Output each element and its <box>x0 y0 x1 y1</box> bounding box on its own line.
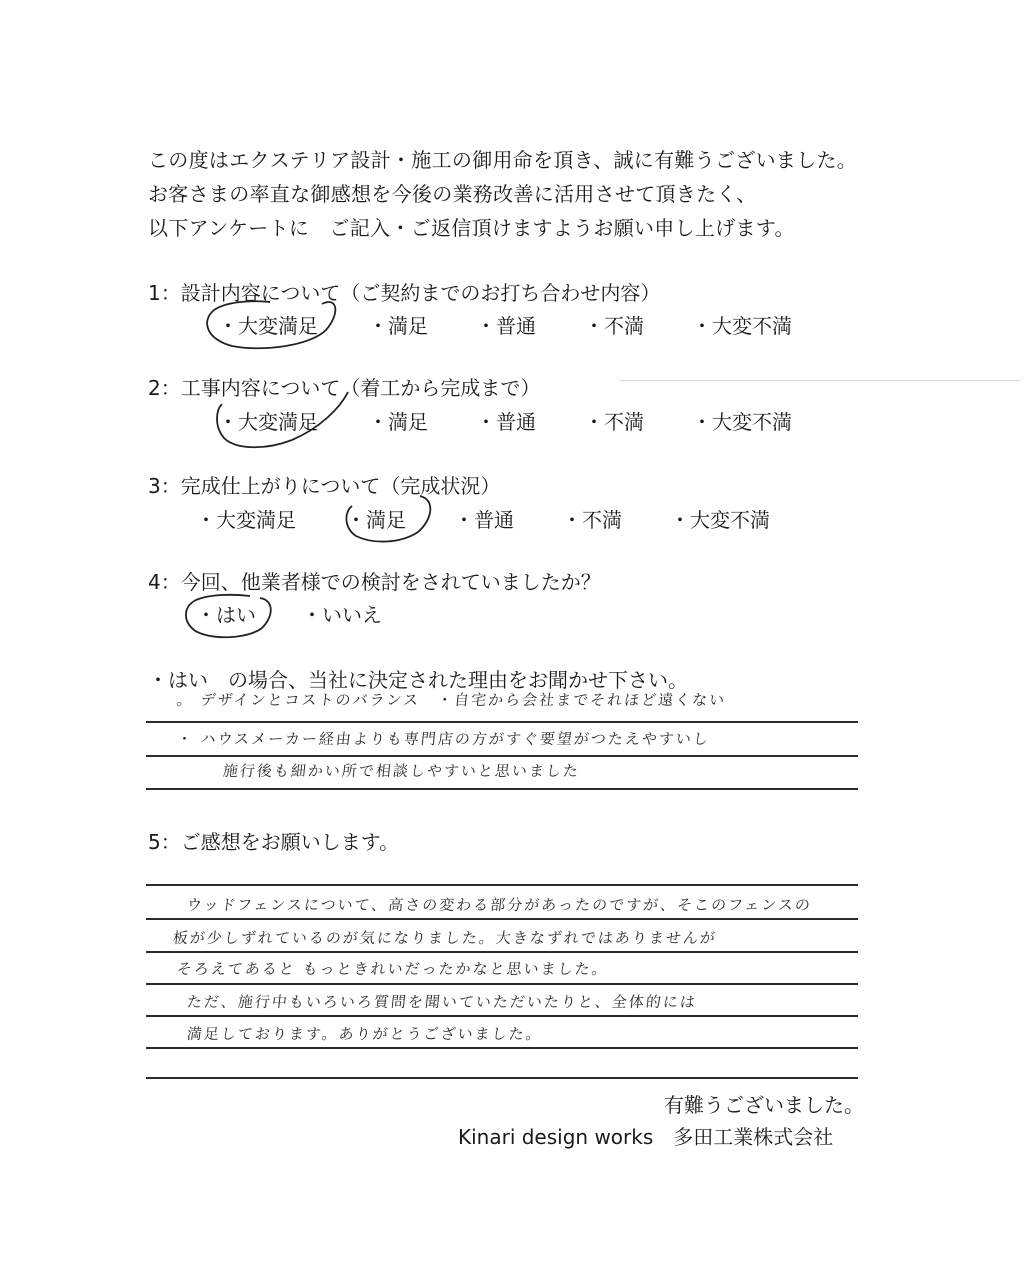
comment-rule-0 <box>146 884 858 886</box>
scan-artifact-line <box>620 380 1020 381</box>
q1-option-neutral[interactable]: ・普通 <box>476 314 536 338</box>
reason-handwritten-line-3: 施行後も細かい所で相談しやすいと思いました <box>221 762 581 780</box>
reason-handwritten-line-1: 。 デザインとコストのバランス ・自宅から会社までそれほど遠くない <box>175 691 728 709</box>
comment-rule-1 <box>146 918 858 920</box>
q1-option-very-satisfied[interactable]: ・大変満足 <box>218 314 318 338</box>
q3-option-satisfied[interactable]: ・満足 <box>346 508 406 532</box>
footer-thanks: 有難うございました。 <box>664 1093 864 1117</box>
reason-rule-3 <box>146 788 858 790</box>
q3-option-neutral[interactable]: ・普通 <box>454 508 514 532</box>
q2-option-dissatisfied[interactable]: ・不満 <box>584 410 644 434</box>
reason-label: ・はい の場合、当社に決定された理由をお聞かせ下さい。 <box>148 668 688 692</box>
q2-option-very-satisfied[interactable]: ・大変満足 <box>218 410 318 434</box>
comment-rule-3 <box>146 983 858 985</box>
comment-rule-6 <box>146 1077 858 1079</box>
q1-option-dissatisfied[interactable]: ・不満 <box>584 314 644 338</box>
question-2-label: 2：工事内容について（着工から完成まで） <box>148 376 541 400</box>
question-5-label: 5：ご感想をお願いします。 <box>148 830 400 854</box>
q2-option-very-dissatisfied[interactable]: ・大変不満 <box>692 410 792 434</box>
reason-rule-1 <box>146 721 858 723</box>
comment-handwritten-line-1: ウッドフェンスについて、高さの変わる部分があったのですが、そこのフェンスの <box>185 896 813 914</box>
intro-line-3: 以下アンケートに ご記入・ご返信頂けますようお願い申し上げます。 <box>148 216 795 240</box>
question-3-label: 3：完成仕上がりについて（完成状況） <box>148 474 501 498</box>
q1-option-very-dissatisfied[interactable]: ・大変不満 <box>692 314 792 338</box>
comment-handwritten-line-5: 満足しております。ありがとうございました。 <box>185 1025 544 1043</box>
comment-rule-2 <box>146 951 858 953</box>
comment-handwritten-line-2: 板が少しずれているのが気になりました。大きなずれではありませんが <box>171 929 718 947</box>
question-4-label: 4：今回、他業者様での検討をされていましたか？ <box>148 570 601 594</box>
q1-option-satisfied[interactable]: ・満足 <box>368 314 428 338</box>
q4-option-no[interactable]: ・いいえ <box>302 603 382 627</box>
question-1-label: 1：設計内容について（ご契約までのお打ち合わせ内容） <box>148 281 661 305</box>
intro-line-2: お客さまの率直な御感想を今後の業務改善に活用させて頂きたく、 <box>148 182 757 206</box>
comment-rule-4 <box>146 1015 858 1017</box>
intro-line-1: この度はエクステリア設計・施工の御用命を頂き、誠に有難うございました。 <box>148 148 858 172</box>
reason-rule-2 <box>146 755 858 757</box>
comment-rule-5 <box>146 1047 858 1049</box>
q2-option-satisfied[interactable]: ・満足 <box>368 410 428 434</box>
q4-option-yes[interactable]: ・はい <box>196 603 256 627</box>
q3-option-very-dissatisfied[interactable]: ・大変不満 <box>670 508 770 532</box>
comment-handwritten-line-3: そろえてあると もっときれいだったかなと思いました。 <box>175 960 610 978</box>
q3-option-very-satisfied[interactable]: ・大変満足 <box>196 508 296 532</box>
reason-handwritten-line-2: ・ ハウスメーカー経由よりも専門店の方がすぐ要望がつたえやすいし <box>175 730 711 748</box>
comment-handwritten-line-4: ただ、施行中もいろいろ質問を聞いていただいたりと、全体的には <box>185 993 698 1011</box>
q3-option-dissatisfied[interactable]: ・不満 <box>562 508 622 532</box>
q2-option-neutral[interactable]: ・普通 <box>476 410 536 434</box>
footer-company: Kinari design works 多田工業株式会社 <box>458 1125 834 1149</box>
